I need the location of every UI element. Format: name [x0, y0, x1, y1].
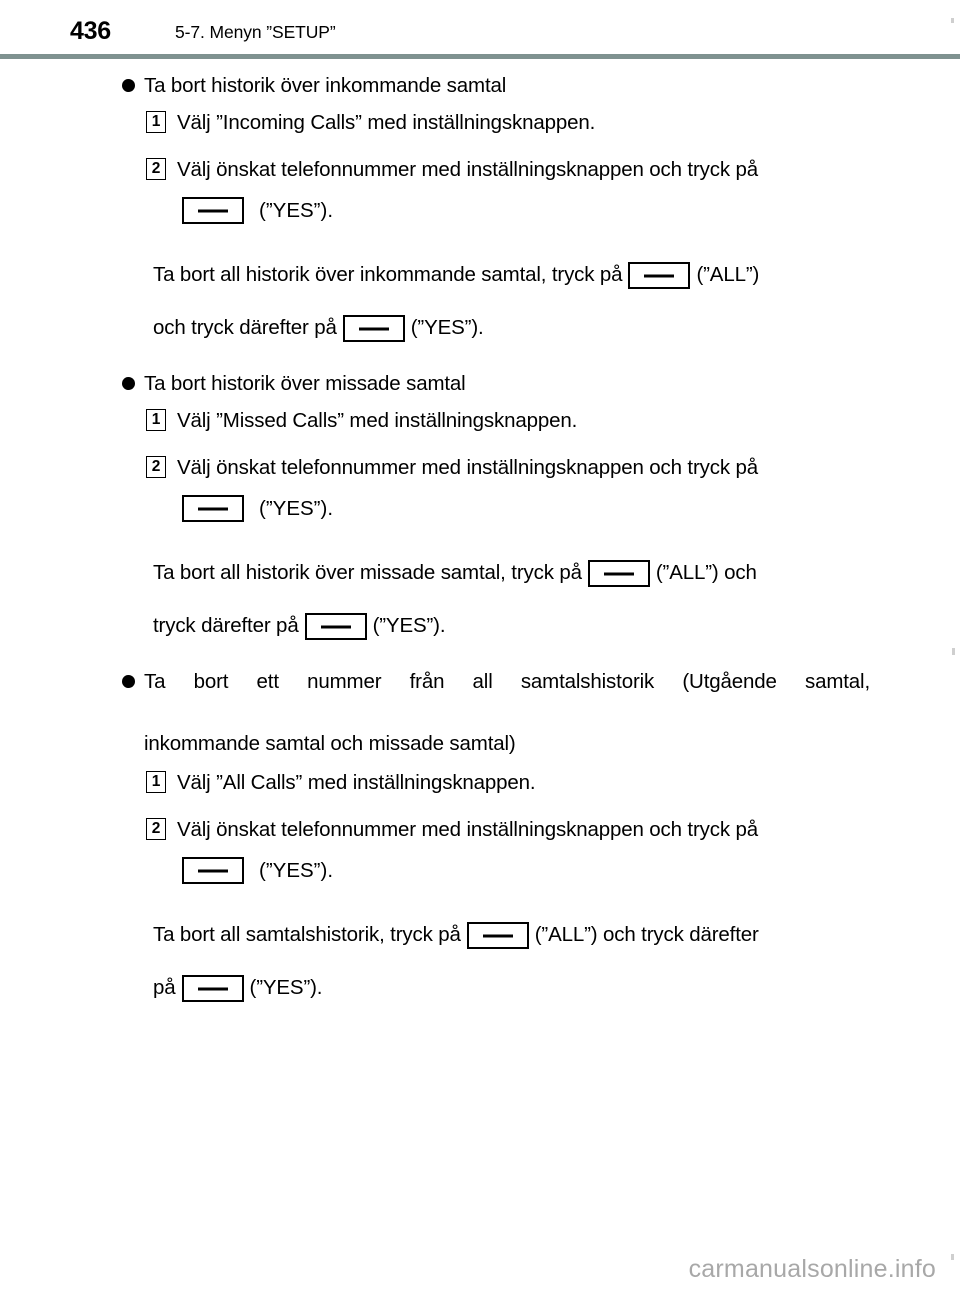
bullet-dot-icon — [122, 675, 135, 688]
control-knob-button-icon[interactable] — [182, 495, 244, 522]
bullet-heading — [0, 368, 960, 399]
step-number-badge: 2 — [146, 818, 166, 840]
step-number-badge: 1 — [146, 771, 166, 793]
numbered-step — [0, 452, 960, 483]
note-paragraph — [0, 546, 960, 652]
control-knob-button-icon[interactable] — [343, 315, 405, 342]
bullet-heading — [0, 666, 960, 759]
bullet-heading — [0, 70, 960, 101]
bullet-heading-line-1: Ta bort ett nummer från all samtalshistorik (Utgående samtal, — [144, 670, 870, 693]
note-text-after: (”ALL”) och — [655, 561, 757, 584]
note-text-after: (”YES”). — [372, 614, 446, 637]
page-header — [0, 16, 960, 48]
control-knob-button-icon[interactable] — [182, 857, 244, 884]
scan-artifact-mark — [951, 1254, 954, 1260]
step-continuation — [177, 493, 960, 524]
step-number-badge: 1 — [146, 409, 166, 431]
scan-artifact-mark — [951, 18, 954, 23]
section-title: 5-7. Menyn ”SETUP” — [175, 22, 336, 42]
step-instruction-text: Välj ”Missed Calls” med inställningsknappen. — [177, 409, 578, 432]
step-instruction-text: Välj ”All Calls” med inställningsknappen. — [177, 771, 536, 794]
control-knob-button-icon[interactable] — [467, 922, 529, 949]
step-instruction-text: Välj ”Incoming Calls” med inställningsknappen. — [177, 111, 596, 134]
step-continuation — [177, 195, 960, 226]
step-number-badge: 2 — [146, 158, 166, 180]
step-continuation — [177, 855, 960, 886]
page-number: 436 — [70, 17, 111, 45]
step-continuation-label: (”YES”). — [259, 199, 334, 222]
note-text-after: (”YES”). — [249, 976, 323, 999]
note-paragraph — [0, 248, 960, 354]
bullet-heading-label: Ta bort historik över missade samtal — [144, 372, 466, 395]
note-paragraph — [0, 908, 960, 1014]
note-text-before: Ta bort all samtalshistorik, tryck på — [153, 923, 461, 946]
bullet-heading-label: Ta bort historik över inkommande samtal — [144, 74, 507, 97]
step-instruction-text: Välj önskat telefonnummer med inställningsknappen och tryck på — [177, 818, 758, 841]
step-number-badge: 1 — [146, 111, 166, 133]
bullet-heading-label — [144, 666, 870, 759]
step-continuation-label: (”YES”). — [259, 497, 334, 520]
step-instruction-text: Välj önskat telefonnummer med inställningsknappen och tryck på — [177, 158, 758, 181]
header-divider-rule — [0, 54, 960, 59]
bullet-dot-icon — [122, 79, 135, 92]
note-text-after: (”YES”). — [410, 316, 484, 339]
page-content — [0, 70, 960, 1014]
site-watermark: carmanualsonline.info — [688, 1255, 936, 1283]
note-text-before: Ta bort all historik över missade samtal, tryck på — [153, 561, 582, 584]
note-text-before: på — [153, 976, 176, 999]
numbered-step — [0, 814, 960, 845]
bullet-dot-icon — [122, 377, 135, 390]
step-number-badge: 2 — [146, 456, 166, 478]
step-instruction-text: Välj önskat telefonnummer med inställningsknappen och tryck på — [177, 456, 758, 479]
note-text-before: Ta bort all historik över inkommande samtal, tryck på — [153, 263, 623, 286]
note-text-before: tryck därefter på — [153, 614, 299, 637]
bullet-heading-line-2: inkommande samtal och missade samtal) — [144, 732, 516, 755]
control-knob-button-icon[interactable] — [182, 197, 244, 224]
control-knob-button-icon[interactable] — [305, 613, 367, 640]
note-text-before: och tryck därefter på — [153, 316, 337, 339]
step-continuation-label: (”YES”). — [259, 859, 334, 882]
numbered-step — [0, 405, 960, 436]
scan-artifact-mark — [952, 648, 955, 655]
note-text-after: (”ALL”) och tryck därefter — [534, 923, 759, 946]
numbered-step — [0, 107, 960, 138]
numbered-step — [0, 767, 960, 798]
note-text-after: (”ALL”) — [696, 263, 760, 286]
control-knob-button-icon[interactable] — [628, 262, 690, 289]
control-knob-button-icon[interactable] — [182, 975, 244, 1002]
control-knob-button-icon[interactable] — [588, 560, 650, 587]
numbered-step — [0, 154, 960, 185]
